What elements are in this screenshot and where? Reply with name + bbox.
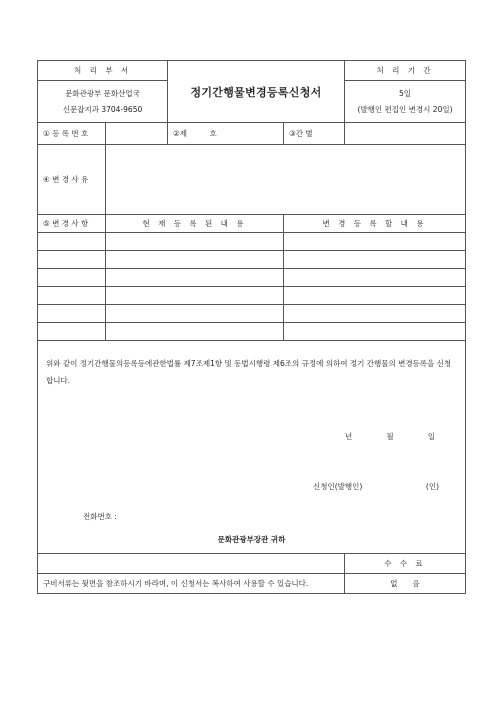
- change-row: [38, 269, 466, 287]
- period-cell: [345, 81, 466, 123]
- change-row-label-cell: [38, 233, 106, 251]
- reg-no-label: ① 등 록 번 호: [38, 123, 106, 145]
- footer-note: 구비서류는 뒷면을 참조하시기 바라며, 이 신청서는 복사하여 사용할 수 있습니다.: [38, 574, 345, 594]
- new-content-field[interactable]: [284, 287, 466, 305]
- frequency-field[interactable]: [345, 123, 466, 145]
- new-content-field[interactable]: [284, 251, 466, 269]
- new-content-field[interactable]: [284, 323, 466, 341]
- change-row-label-cell: [38, 287, 106, 305]
- new-content-field[interactable]: [284, 269, 466, 287]
- change-row-label-cell: [38, 251, 106, 269]
- applicant-label: 신청인(발행인): [313, 482, 363, 491]
- application-form: [37, 60, 465, 594]
- change-reason-field[interactable]: [106, 145, 466, 215]
- period-label: 처 리 기 간: [345, 61, 466, 81]
- dept-cell: [38, 81, 168, 123]
- current-content-field[interactable]: [106, 233, 284, 251]
- change-row-label-cell: [38, 269, 106, 287]
- recipient: 문화관광부장관 귀하: [217, 535, 286, 544]
- current-content-field[interactable]: [106, 323, 284, 341]
- change-row: [38, 323, 466, 341]
- frequency-label: ③간 별: [284, 123, 345, 145]
- current-content-header: 현 재 등 록 된 내 용: [106, 215, 284, 233]
- fee-label: 수 수 료: [345, 554, 466, 574]
- change-items-label: ⑤ 변 경 사 항: [38, 215, 106, 233]
- year-label: 년: [345, 432, 353, 441]
- change-row: [38, 251, 466, 269]
- dept-line-1: 문화관광부 문화산업국: [65, 88, 140, 98]
- phone-label: 전화번호 :: [83, 512, 117, 521]
- period-note: (발행인 편집인 변경시 20일): [357, 104, 453, 114]
- current-content-field[interactable]: [106, 305, 284, 323]
- new-content-header: 변 경 등 록 할 내 용: [284, 215, 466, 233]
- change-row: [38, 305, 466, 323]
- change-row: [38, 233, 466, 251]
- current-content-field[interactable]: [106, 287, 284, 305]
- dept-label: 처 리 부 서: [38, 61, 168, 81]
- title-label: ②제 호: [168, 123, 284, 145]
- day-label: 일: [427, 432, 436, 441]
- form-table: [37, 60, 466, 594]
- declaration-text: 위와 같이 정기간행물의등록등에관한법률 제7조제1항 및 동법시행령 제6조의 규정에 의하여 정기 간행물의 변경등록을 신청합니다.: [46, 359, 452, 385]
- date-line: [345, 431, 435, 442]
- change-row-label-cell: [38, 323, 106, 341]
- change-reason-label: ④ 변 경 사 유: [38, 145, 106, 215]
- declaration-cell: [38, 341, 466, 554]
- footer-blank: [38, 554, 345, 574]
- change-row-label-cell: [38, 305, 106, 323]
- current-content-field[interactable]: [106, 251, 284, 269]
- fee-value: 없 음: [345, 574, 466, 594]
- month-label: 월: [386, 432, 394, 441]
- seal-label: (인): [425, 482, 440, 491]
- change-row: [38, 287, 466, 305]
- current-content-field[interactable]: [106, 269, 284, 287]
- period-value: 5일: [399, 88, 412, 98]
- dept-line-2: 신문잡지과 3704-9650: [62, 104, 143, 114]
- form-title: 정기간행물변경등록신청서: [168, 61, 345, 123]
- new-content-field[interactable]: [284, 305, 466, 323]
- reg-no-field[interactable]: [106, 123, 168, 145]
- new-content-field[interactable]: [284, 233, 466, 251]
